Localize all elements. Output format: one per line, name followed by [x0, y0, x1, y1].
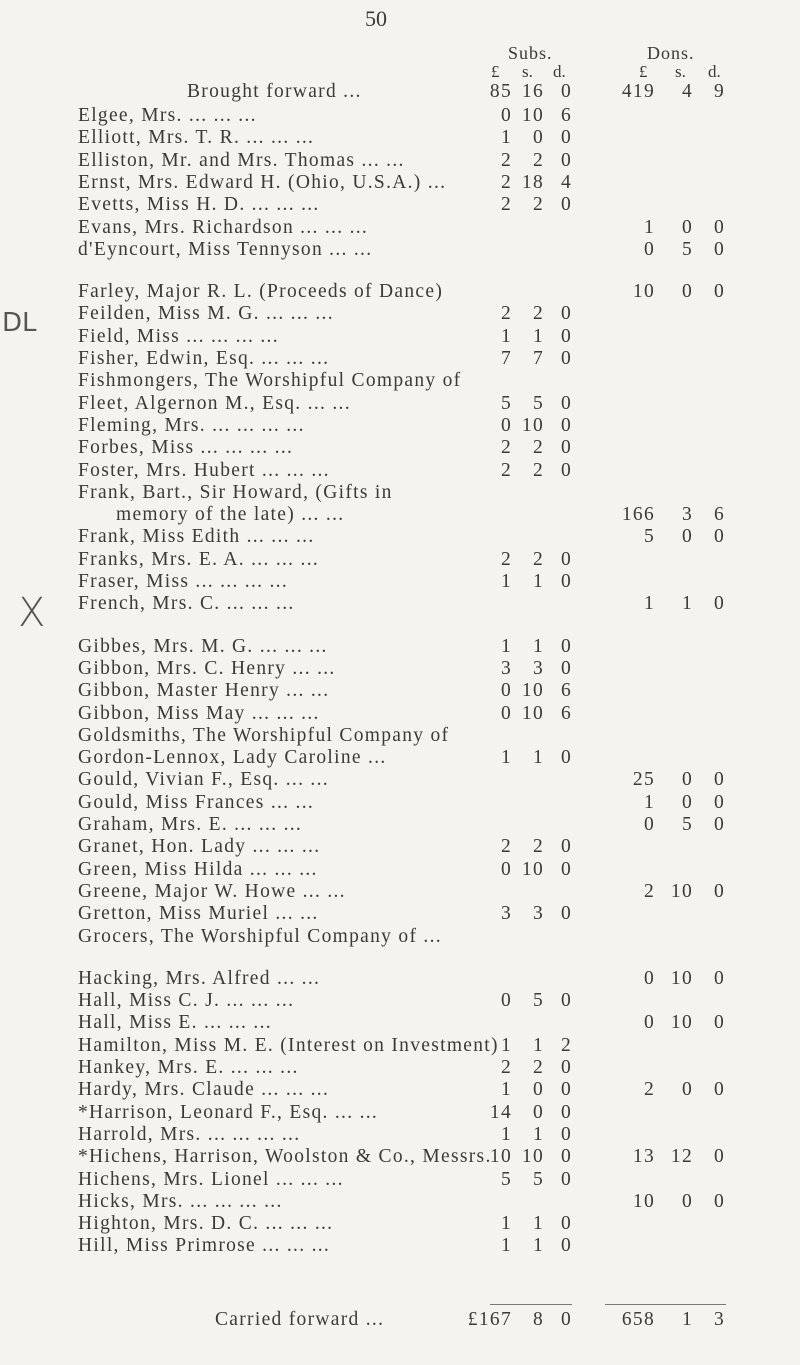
- dons-pounds: 1: [643, 216, 655, 238]
- brought-forward-row: [0, 81, 800, 103]
- subs-pence: 0: [560, 657, 572, 679]
- list-item: [0, 1079, 800, 1101]
- list-item: [0, 881, 800, 903]
- subs-pence: 0: [560, 325, 572, 347]
- list-item: [0, 1012, 800, 1034]
- subs-pounds: 1: [500, 635, 512, 657]
- dons-pence: 0: [713, 238, 725, 260]
- subs-pence: 0: [560, 548, 572, 570]
- dons-pence: 0: [713, 791, 725, 813]
- subscriber-name: Fisher, Edwin, Esq. ... ... ...: [78, 348, 330, 369]
- subs-shillings-unit: s.: [522, 62, 533, 81]
- page-number: 50: [365, 6, 387, 31]
- dons-shillings: 5: [681, 238, 693, 260]
- subscriber-name: Elgee, Mrs. ... ... ...: [78, 105, 257, 126]
- list-item: [0, 526, 800, 548]
- dons-total-rule: [605, 1304, 726, 1305]
- subs-pounds: 1: [500, 1235, 512, 1257]
- list-item: [0, 281, 800, 303]
- list-item: [0, 990, 800, 1012]
- subs-pence: 0: [560, 459, 572, 481]
- list-item: [0, 393, 800, 415]
- subs-pounds: 5: [500, 392, 512, 414]
- subs-pence: 0: [560, 414, 572, 436]
- dons-pence: 6: [713, 504, 725, 526]
- subscriber-name: Franks, Mrs. E. A. ... ... ...: [78, 548, 320, 570]
- dons-shillings: 0: [681, 216, 693, 238]
- subs-shillings: 3: [532, 903, 544, 925]
- subs-shillings: 2: [532, 194, 544, 216]
- dons-shillings: 10: [670, 880, 693, 902]
- subscriber-name: Gibbon, Mrs. C. Henry ... ...: [78, 657, 336, 679]
- subscriber-name: Gibbon, Miss May ... ... ...: [78, 702, 320, 724]
- subs-pence: 0: [560, 635, 572, 657]
- dons-pounds: 0: [643, 1012, 655, 1034]
- subs-pence: 0: [560, 1168, 572, 1190]
- subs-pence: 0: [560, 1079, 572, 1101]
- subs-shillings: 2: [532, 149, 544, 171]
- subs-pounds: 0: [500, 680, 512, 702]
- subscriber-name: Evetts, Miss H. D. ... ... ...: [78, 194, 320, 216]
- subscriber-name: Frank, Miss Edith ... ... ...: [78, 526, 315, 548]
- subscriber-name: Hicks, Mrs. ... ... ... ...: [78, 1190, 283, 1212]
- list-item: [0, 105, 800, 127]
- list-item: [0, 859, 800, 881]
- subscriber-name: Gibbes, Mrs. M. G. ... ... ...: [78, 635, 328, 657]
- subs-pounds: 10: [489, 1146, 512, 1168]
- subs-shillings: 2: [532, 1057, 544, 1078]
- subscriber-name: Field, Miss ... ... ... ...: [78, 325, 279, 347]
- subscriber-name: Grocers, The Worshipful Company of ...: [78, 925, 442, 947]
- subs-pence: 6: [560, 702, 572, 724]
- list-item: [0, 437, 800, 459]
- dons-shillings: 4: [681, 81, 693, 102]
- dons-column-header: Dons.: [647, 43, 695, 63]
- subs-pounds: £167: [467, 1309, 512, 1330]
- subs-shillings: 1: [532, 635, 544, 657]
- dons-pence: 0: [713, 880, 725, 902]
- subs-pence: 0: [560, 836, 572, 858]
- subscriber-name: Gould, Miss Frances ... ...: [78, 791, 315, 813]
- subscriber-name: Goldsmiths, The Worshipful Company of: [78, 724, 450, 746]
- list-item: [0, 549, 800, 571]
- dons-pounds: 10: [632, 281, 655, 303]
- dons-pounds: 2: [643, 880, 655, 902]
- subscriber-name: *Harrison, Leonard F., Esq. ... ...: [78, 1101, 379, 1123]
- subs-pence: 6: [560, 105, 572, 126]
- subs-pence-unit: d.: [553, 62, 566, 81]
- dons-shillings: 10: [670, 967, 693, 989]
- dons-pence: 0: [713, 769, 725, 791]
- subs-shillings: 10: [521, 702, 544, 724]
- carried-forward-label: Carried forward ...: [215, 1309, 385, 1330]
- list-item: [0, 968, 800, 990]
- subscriber-name: Foster, Mrs. Hubert ... ... ...: [78, 459, 330, 481]
- dons-shillings: 0: [681, 791, 693, 813]
- subscriber-name: Graham, Mrs. E. ... ... ...: [78, 814, 303, 835]
- subs-pence: 0: [560, 858, 572, 880]
- subs-pounds: 7: [500, 348, 512, 369]
- list-item: [0, 1124, 800, 1146]
- dons-pence: 0: [713, 814, 725, 835]
- subs-total-rule: [490, 1304, 572, 1305]
- dons-shillings: 0: [681, 526, 693, 548]
- subs-pounds: 1: [500, 747, 512, 769]
- dons-pence: 0: [713, 1146, 725, 1168]
- subs-pence: 0: [560, 303, 572, 325]
- list-item: [0, 239, 800, 261]
- subs-pence: 0: [560, 437, 572, 459]
- list-item: [0, 792, 800, 814]
- list-item: [0, 1057, 800, 1079]
- dons-pounds: 0: [643, 814, 655, 835]
- subs-shillings: 2: [532, 548, 544, 570]
- list-item: [0, 814, 800, 836]
- subs-shillings: 5: [532, 990, 544, 1012]
- dons-pounds: 13: [632, 1146, 655, 1168]
- subs-pounds: 2: [500, 548, 512, 570]
- dons-shillings: 0: [681, 769, 693, 791]
- list-item: [0, 504, 800, 526]
- subs-shillings: 1: [532, 571, 544, 592]
- subs-shillings: 7: [532, 348, 544, 369]
- subscriber-name: Elliott, Mrs. T. R. ... ... ...: [78, 127, 315, 149]
- list-item: [0, 1102, 800, 1124]
- dons-shillings: 5: [681, 814, 693, 835]
- subs-shillings: 2: [532, 303, 544, 325]
- subscriber-name: Hichens, Mrs. Lionel ... ... ...: [78, 1168, 344, 1190]
- dons-pence-unit: d.: [708, 62, 721, 81]
- subs-shillings: 8: [532, 1309, 544, 1330]
- list-item: [0, 926, 800, 948]
- subs-pounds: 2: [500, 437, 512, 459]
- subs-pounds: 1: [500, 1034, 512, 1056]
- subscriber-name: Hacking, Mrs. Alfred ... ...: [78, 967, 321, 989]
- subscriber-name: Greene, Major W. Howe ... ...: [78, 880, 346, 902]
- subs-shillings: 0: [532, 1079, 544, 1101]
- list-item: [0, 680, 800, 702]
- subs-pence: 0: [560, 1309, 572, 1330]
- subs-shillings: 1: [532, 1123, 544, 1145]
- subscriber-name: Highton, Mrs. D. C. ... ... ...: [78, 1213, 334, 1235]
- subs-pounds: 1: [500, 1079, 512, 1101]
- list-item: [0, 172, 800, 194]
- list-item: [0, 769, 800, 791]
- subs-pounds: 2: [500, 149, 512, 171]
- subs-pence: 0: [560, 392, 572, 414]
- subs-pounds: 5: [500, 1168, 512, 1190]
- subs-pence: 0: [560, 1213, 572, 1235]
- dons-shillings: 0: [681, 281, 693, 303]
- list-item: [0, 725, 800, 747]
- list-item: [0, 217, 800, 239]
- subs-pence: 0: [560, 149, 572, 171]
- dons-pounds: 0: [643, 967, 655, 989]
- dons-pence: 9: [713, 81, 725, 102]
- subs-pounds: 0: [500, 702, 512, 724]
- list-item: [0, 326, 800, 348]
- subs-pounds: 2: [500, 171, 512, 193]
- subscriber-name: French, Mrs. C. ... ... ...: [78, 593, 295, 615]
- subs-shillings: 10: [521, 1146, 544, 1168]
- subs-pounds: 85: [489, 81, 512, 102]
- dons-pence: 0: [713, 593, 725, 615]
- subs-shillings: 16: [521, 81, 544, 102]
- list-item: [0, 1191, 800, 1213]
- list-item: [0, 415, 800, 437]
- subs-pounds: 1: [500, 1213, 512, 1235]
- subs-pounds-unit: £: [491, 62, 500, 81]
- subs-shillings: 1: [532, 325, 544, 347]
- subscriber-name: Fraser, Miss ... ... ... ...: [78, 571, 289, 592]
- dons-pounds: 166: [621, 504, 655, 526]
- subs-pence: 0: [560, 990, 572, 1012]
- subs-shillings: 1: [532, 1213, 544, 1235]
- subs-shillings: 10: [521, 414, 544, 436]
- subs-shillings: 10: [521, 858, 544, 880]
- subs-pounds: 1: [500, 325, 512, 347]
- subs-pounds: 2: [500, 459, 512, 481]
- subs-pounds: 3: [500, 657, 512, 679]
- dons-pence: 0: [713, 1079, 725, 1101]
- subs-pence: 0: [560, 571, 572, 592]
- dons-pence: 0: [713, 281, 725, 303]
- subs-pounds: 14: [489, 1101, 512, 1123]
- subs-column-header: Subs.: [508, 43, 553, 63]
- subs-pounds: 2: [500, 1057, 512, 1078]
- subs-pence: 4: [560, 171, 572, 193]
- subs-pounds: 1: [500, 127, 512, 149]
- dons-pounds: 10: [632, 1190, 655, 1212]
- list-item: [0, 303, 800, 325]
- dons-pence: 0: [713, 1012, 725, 1034]
- subs-shillings: 2: [532, 437, 544, 459]
- subscriber-name: Green, Miss Hilda ... ... ...: [78, 858, 318, 880]
- subscriber-name: Gretton, Miss Muriel ... ...: [78, 903, 319, 925]
- subscriber-name: Fleet, Algernon M., Esq. ... ...: [78, 392, 351, 414]
- subs-shillings: 18: [521, 171, 544, 193]
- subs-shillings: 1: [532, 1034, 544, 1056]
- subs-shillings: 2: [532, 459, 544, 481]
- subs-pence: 0: [560, 1146, 572, 1168]
- subs-pence: 0: [560, 81, 572, 102]
- list-item: [0, 658, 800, 680]
- subs-pence: 6: [560, 680, 572, 702]
- dons-pounds: 419: [621, 81, 655, 102]
- list-item: [0, 571, 800, 593]
- subscriber-name: Gordon-Lennox, Lady Caroline ...: [78, 747, 387, 769]
- list-item: [0, 747, 800, 769]
- subs-shillings: 0: [532, 127, 544, 149]
- subscriber-name: Frank, Bart., Sir Howard, (Gifts in: [78, 481, 393, 503]
- list-item: [0, 150, 800, 172]
- subs-pounds: 0: [500, 990, 512, 1012]
- dons-shillings-unit: s.: [675, 62, 686, 81]
- subs-shillings: 5: [532, 1168, 544, 1190]
- dons-pence: 0: [713, 967, 725, 989]
- list-item: [0, 1035, 800, 1057]
- subscriber-name: Gould, Vivian F., Esq. ... ...: [78, 769, 329, 791]
- subs-pence: 0: [560, 1123, 572, 1145]
- list-item: [0, 460, 800, 482]
- list-item: [0, 636, 800, 658]
- subs-pounds: 2: [500, 836, 512, 858]
- subs-pounds: 0: [500, 858, 512, 880]
- subs-pence: 0: [560, 747, 572, 769]
- dons-pounds: 2: [643, 1079, 655, 1101]
- dons-pence: 3: [713, 1309, 725, 1330]
- dons-pounds: 5: [643, 526, 655, 548]
- carried-forward-row: [0, 1309, 800, 1331]
- list-item: [0, 348, 800, 370]
- list-item: [0, 903, 800, 925]
- dons-shillings: 1: [681, 1309, 693, 1330]
- list-item: [0, 1235, 800, 1257]
- dons-pounds: 1: [643, 593, 655, 615]
- subs-pence: 0: [560, 194, 572, 216]
- subs-pounds: 0: [500, 414, 512, 436]
- subscriber-name: Hall, Miss C. J. ... ... ...: [78, 990, 295, 1012]
- subscriber-name: memory of the late) ... ...: [116, 504, 345, 526]
- subscriber-name: Fleming, Mrs. ... ... ... ...: [78, 414, 305, 436]
- dons-shillings: 0: [681, 1190, 693, 1212]
- subscriber-name: Hamilton, Miss M. E. (Interest on Investment): [78, 1034, 499, 1056]
- dons-pounds: 0: [643, 238, 655, 260]
- dons-shillings: 12: [670, 1146, 693, 1168]
- dons-shillings: 0: [681, 1079, 693, 1101]
- subscriber-name: Granet, Hon. Lady ... ... ...: [78, 836, 321, 858]
- list-item: [0, 127, 800, 149]
- subscriber-name: Hankey, Mrs. E. ... ... ...: [78, 1057, 299, 1078]
- subs-pence: 0: [560, 903, 572, 925]
- dons-pounds: 1: [643, 791, 655, 813]
- list-item: [0, 194, 800, 216]
- dons-pence: 0: [713, 1190, 725, 1212]
- list-item: [0, 482, 800, 504]
- subscriber-name: Hall, Miss E. ... ... ...: [78, 1012, 272, 1034]
- subscriber-name: Farley, Major R. L. (Proceeds of Dance): [78, 281, 444, 303]
- brought-forward-label: Brought forward ...: [187, 81, 362, 102]
- subs-pounds: 3: [500, 903, 512, 925]
- subs-pounds: 1: [500, 1123, 512, 1145]
- subs-shillings: 1: [532, 1235, 544, 1257]
- list-item: [0, 1146, 800, 1168]
- dons-shillings: 3: [681, 504, 693, 526]
- dons-pounds: 658: [621, 1309, 655, 1330]
- margin-cross-mark: X: [18, 590, 46, 636]
- list-item: [0, 370, 800, 392]
- subs-pence: 2: [560, 1034, 572, 1056]
- subscriber-name: Feilden, Miss M. G. ... ... ...: [78, 303, 334, 325]
- subscriber-name: Elliston, Mr. and Mrs. Thomas ... ...: [78, 149, 405, 171]
- subs-shillings: 2: [532, 836, 544, 858]
- subs-pence: 0: [560, 1235, 572, 1257]
- subs-shillings: 10: [521, 680, 544, 702]
- dons-pounds-unit: £: [639, 62, 648, 81]
- dons-shillings: 10: [670, 1012, 693, 1034]
- subscriber-name: d'Eyncourt, Miss Tennyson ... ...: [78, 238, 373, 260]
- list-item: [0, 1169, 800, 1191]
- subs-shillings: 0: [532, 1101, 544, 1123]
- margin-annotation: DL: [2, 308, 37, 338]
- subs-pounds: 2: [500, 303, 512, 325]
- dons-pence: 0: [713, 526, 725, 548]
- subs-pounds: 1: [500, 571, 512, 592]
- subs-pence: 0: [560, 127, 572, 149]
- subscriber-name: Ernst, Mrs. Edward H. (Ohio, U.S.A.) ...: [78, 171, 447, 193]
- subscriber-name: Gibbon, Master Henry ... ...: [78, 680, 330, 702]
- subscriber-name: *Hichens, Harrison, Woolston & Co., Messrs.: [78, 1146, 492, 1168]
- subscriber-name: Harrold, Mrs. ... ... ... ...: [78, 1123, 301, 1145]
- dons-pounds: 25: [632, 769, 655, 791]
- subs-pence: 0: [560, 1057, 572, 1078]
- list-item: [0, 836, 800, 858]
- dons-pence: 0: [713, 216, 725, 238]
- subscriber-name: Fishmongers, The Worshipful Company of: [78, 370, 462, 392]
- subscriber-name: Forbes, Miss ... ... ... ...: [78, 437, 294, 459]
- subscriber-name: Evans, Mrs. Richardson ... ... ...: [78, 216, 369, 238]
- subs-pounds: 2: [500, 194, 512, 216]
- list-item: [0, 593, 800, 615]
- subscriber-name: Hardy, Mrs. Claude ... ... ...: [78, 1079, 330, 1101]
- list-item: [0, 703, 800, 725]
- list-item: [0, 1213, 800, 1235]
- subs-shillings: 10: [521, 105, 544, 126]
- subs-pounds: 0: [500, 105, 512, 126]
- subs-pence: 0: [560, 1101, 572, 1123]
- subs-shillings: 3: [532, 657, 544, 679]
- subs-shillings: 5: [532, 392, 544, 414]
- subs-shillings: 1: [532, 747, 544, 769]
- subs-pence: 0: [560, 348, 572, 369]
- dons-shillings: 1: [681, 593, 693, 615]
- subscriber-name: Hill, Miss Primrose ... ... ...: [78, 1235, 331, 1257]
